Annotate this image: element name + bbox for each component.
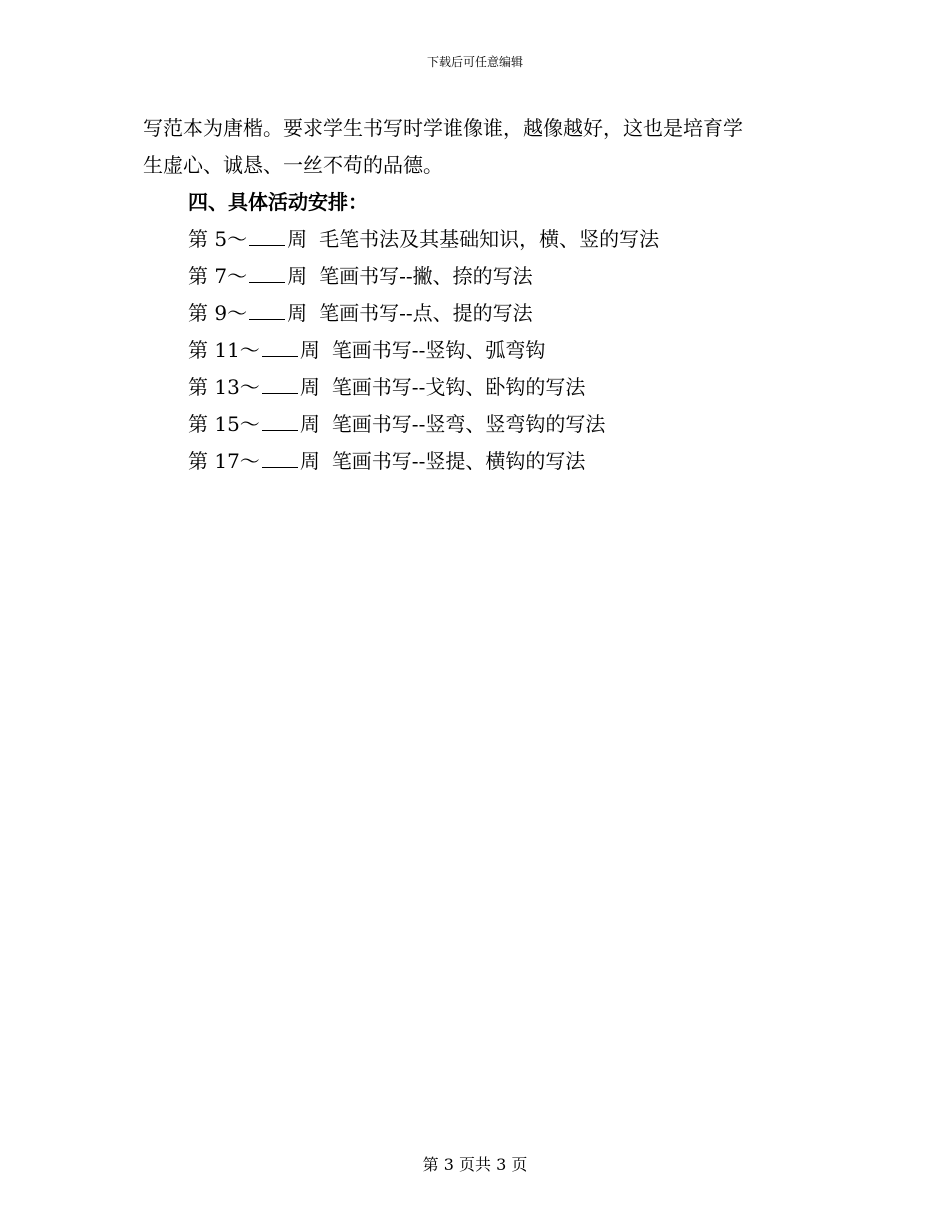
schedule-item-week-9 <box>143 295 808 332</box>
schedule-topic: 笔画书写--戈钩、卧钩的写法 <box>331 375 586 399</box>
schedule-item-week-5 <box>143 221 808 258</box>
week-label: 周 <box>299 449 320 473</box>
section-title: 四、具体活动安排： <box>188 190 368 214</box>
schedule-list <box>143 221 808 480</box>
schedule-item-week-17 <box>143 443 808 480</box>
week-end-blank <box>262 449 298 468</box>
page-footer: 第 3 页共 3 页 <box>422 1155 528 1174</box>
schedule-item-week-15 <box>143 406 808 443</box>
week-range-start: 第 9～ <box>188 301 248 325</box>
week-end-blank <box>262 412 298 431</box>
page-header: 下载后可任意编辑 <box>426 55 523 69</box>
document-body <box>143 110 808 480</box>
schedule-item-week-7 <box>143 258 808 295</box>
schedule-topic: 笔画书写--竖提、横钩的写法 <box>331 449 586 473</box>
week-range-start: 第 15～ <box>188 412 260 436</box>
week-label: 周 <box>299 338 320 362</box>
paragraph-line-2: 生虚心、诚恳、一丝不苟的品德。 <box>143 153 443 177</box>
week-label: 周 <box>287 301 308 325</box>
schedule-topic: 笔画书写--竖钩、弧弯钩 <box>331 338 546 362</box>
schedule-topic: 笔画书写--撇、捺的写法 <box>319 264 533 288</box>
week-range-start: 第 13～ <box>188 375 260 399</box>
week-end-blank <box>262 375 298 394</box>
week-end-blank <box>249 227 285 246</box>
schedule-item-week-11 <box>143 332 808 369</box>
week-label: 周 <box>287 227 308 251</box>
paragraph-line-1: 写范本为唐楷。要求学生书写时学谁像谁，越像越好，这也是培育学 <box>143 116 743 140</box>
schedule-item-week-13 <box>143 369 808 406</box>
schedule-topic: 笔画书写--点、提的写法 <box>319 301 533 325</box>
week-end-blank <box>249 301 285 320</box>
schedule-topic: 毛笔书法及其基础知识，横、竖的写法 <box>319 227 660 251</box>
week-range-start: 第 5～ <box>188 227 248 251</box>
week-range-start: 第 7～ <box>188 264 248 288</box>
schedule-topic: 笔画书写--竖弯、竖弯钩的写法 <box>331 412 606 436</box>
week-label: 周 <box>299 412 320 436</box>
week-label: 周 <box>287 264 308 288</box>
week-label: 周 <box>299 375 320 399</box>
week-end-blank <box>249 264 285 283</box>
week-range-start: 第 11～ <box>188 338 260 362</box>
week-end-blank <box>262 338 298 357</box>
week-range-start: 第 17～ <box>188 449 260 473</box>
